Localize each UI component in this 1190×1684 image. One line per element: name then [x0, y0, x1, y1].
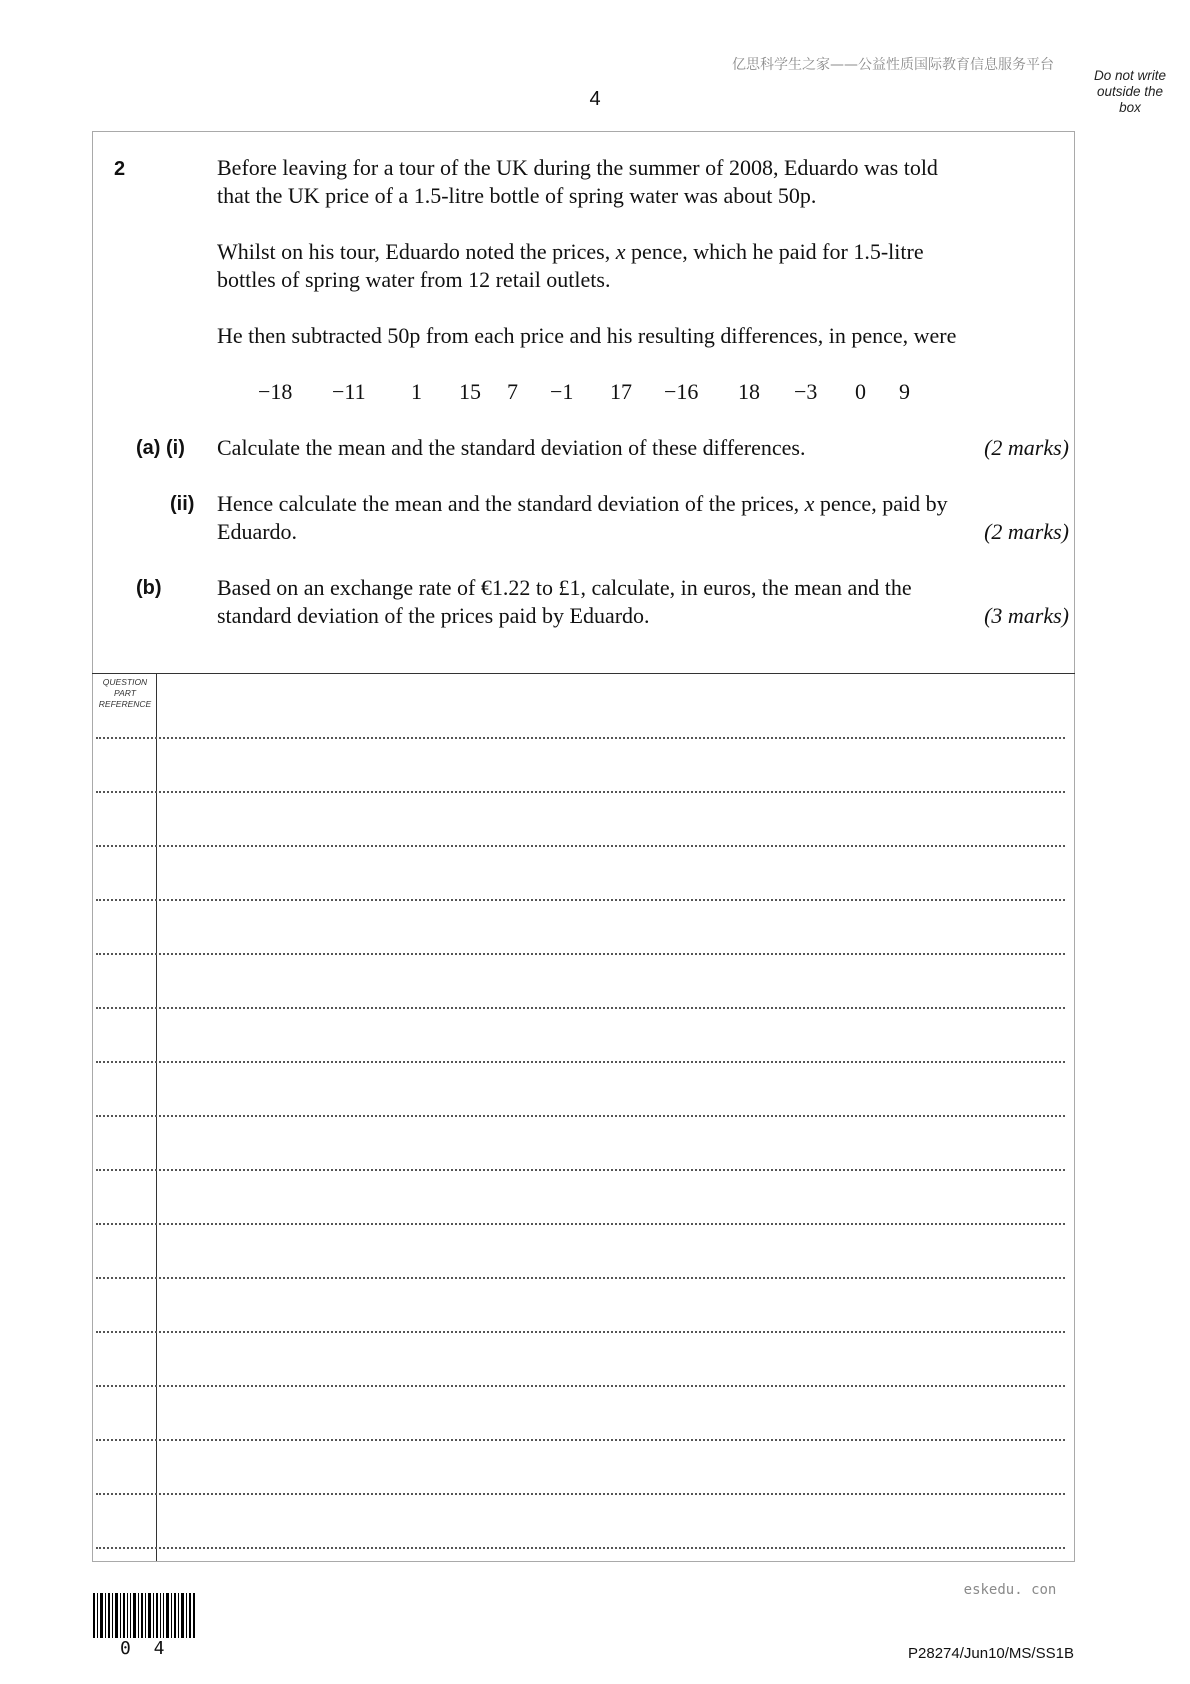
part-b-marks: (3 marks) — [984, 603, 1069, 628]
difference-value: 9 — [899, 379, 910, 404]
part-a-ii-text-a: Hence calculate the mean and the standard deviation of the prices, — [217, 491, 805, 516]
difference-value: 17 — [610, 379, 632, 404]
answer-line[interactable] — [96, 791, 1065, 793]
answer-line[interactable] — [96, 737, 1065, 739]
part-a-ii-marks: (2 marks) — [984, 519, 1069, 544]
variable-x: x — [615, 239, 626, 264]
prices-line-2: bottles of spring water from 12 retail outlets. — [217, 267, 611, 292]
answer-line[interactable] — [96, 1493, 1065, 1495]
question-part-reference-header — [94, 677, 156, 710]
difference-value: 1 — [411, 379, 422, 404]
difference-value: 0 — [855, 379, 866, 404]
answer-line[interactable] — [96, 953, 1065, 955]
part-a-i-text: Calculate the mean and the standard deviation of these differences. — [217, 435, 806, 460]
margin-note-line-3: box — [1119, 100, 1141, 115]
part-b-line-2: standard deviation of the prices paid by Eduardo. — [217, 603, 650, 628]
answer-line[interactable] — [96, 1385, 1065, 1387]
watermark-header: 亿思科学生之家——公益性质国际教育信息服务平台 — [732, 57, 1054, 73]
difference-value: −1 — [550, 379, 574, 404]
answer-line[interactable] — [96, 1061, 1065, 1063]
part-a-ii-label: (ii) — [170, 493, 195, 515]
page-number: 4 — [589, 88, 601, 110]
part-a-i-marks: (2 marks) — [984, 435, 1069, 460]
part-a-ii-line-2: Eduardo. — [217, 519, 298, 544]
question-paragraph-differences: He then subtracted 50p from each price and his resulting differences, in pence, were — [217, 323, 957, 348]
question-number: 2 — [114, 158, 126, 180]
prices-text-a: Whilst on his tour, Eduardo noted the prices, — [217, 239, 616, 264]
difference-value: 18 — [738, 379, 760, 404]
answer-line[interactable] — [96, 899, 1065, 901]
reference-column-divider — [156, 673, 157, 1561]
answer-line[interactable] — [96, 1223, 1065, 1225]
variable-x: x — [804, 491, 815, 516]
part-b-label: (b) — [136, 577, 162, 599]
answer-line[interactable] — [96, 1331, 1065, 1333]
answer-line[interactable] — [96, 845, 1065, 847]
answer-area-top-rule — [92, 673, 1075, 674]
margin-note-line-1: Do not write — [1093, 68, 1167, 83]
prices-line-1 — [217, 238, 1069, 266]
difference-value: −16 — [664, 379, 699, 404]
answer-line[interactable] — [96, 1007, 1065, 1009]
question-intro — [217, 154, 1069, 210]
differences-list — [258, 378, 919, 406]
ref-header-line-3: REFERENCE — [98, 699, 152, 709]
answer-line[interactable] — [96, 1547, 1065, 1549]
difference-value: 15 — [459, 379, 481, 404]
part-a-ii-line-1 — [217, 490, 1069, 518]
part-a-i-label: (a) (i) — [136, 437, 185, 459]
answer-line[interactable] — [96, 1169, 1065, 1171]
barcode — [93, 1593, 196, 1638]
prices-text-b: pence, which he paid for 1.5-litre — [625, 239, 924, 264]
intro-line-2: that the UK price of a 1.5-litre bottle of spring water was about 50p. — [217, 183, 817, 208]
difference-value: 7 — [507, 379, 518, 404]
part-b-line-1: Based on an exchange rate of €1.22 to £1, calculate, in euros, the mean and the — [217, 575, 912, 600]
margin-note — [1080, 68, 1180, 116]
question-paragraph-prices — [217, 238, 1069, 294]
difference-value: −3 — [794, 379, 818, 404]
answer-line[interactable] — [96, 1277, 1065, 1279]
answer-line[interactable] — [96, 1115, 1065, 1117]
barcode-digits: 0 4 — [120, 1638, 171, 1659]
watermark-footer: eskedu. con — [963, 1582, 1057, 1598]
difference-value: −18 — [258, 379, 293, 404]
intro-line-1: Before leaving for a tour of the UK during the summer of 2008, Eduardo was told — [217, 155, 938, 180]
difference-value: −11 — [332, 379, 366, 404]
answer-line[interactable] — [96, 1439, 1065, 1441]
ref-header-line-1: QUESTION — [102, 677, 148, 687]
margin-note-line-2: outside the — [1096, 84, 1164, 99]
ref-header-line-2: PART — [114, 688, 136, 698]
paper-reference-code: P28274/Jun10/MS/SS1B — [908, 1645, 1074, 1662]
part-a-ii-text-b: pence, paid by — [814, 491, 948, 516]
